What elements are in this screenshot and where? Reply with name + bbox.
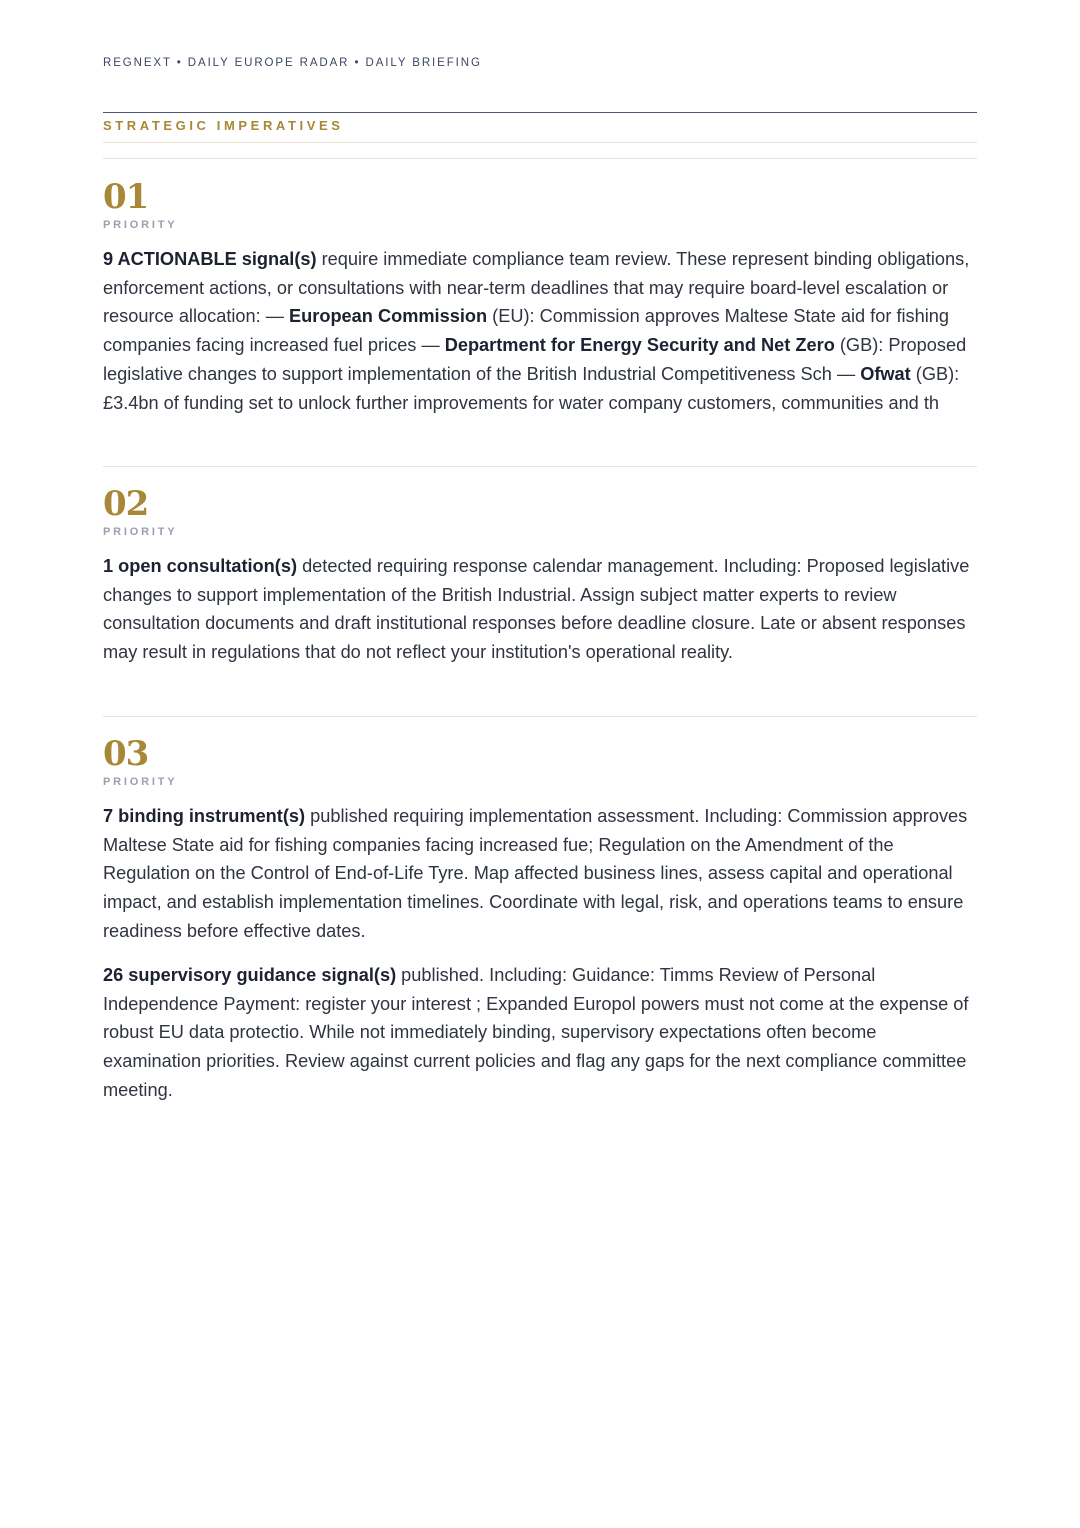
paragraph-text: published requiring implementation assessment. Including: Commission approves Maltese State aid for fishing companies facing increased fue; Regulation on the Amendment of the Regulation on the Control of End-of-Life Tyre. Map affected business lines, assess capital and operational impact, and establish implementation timelines. Coordinate with legal, risk, and operations teams to ensure readiness before effective dates. <box>103 806 968 941</box>
paragraph-text: (GB): £3.4bn of funding set to unlock further improvements for water company customers, communities and th <box>103 363 960 413</box>
priority-paragraph <box>103 802 977 946</box>
source-name: Ofwat <box>860 363 911 384</box>
paragraph-text: published. Including: Guidance: Timms Review of Personal Independence Payment: register your interest ; Expanded Europol powers must not come at the expense of robust EU data protectio. While not immediately binding, supervisory expectations often become examination priorities. Review against current policies and flag any gaps for the next compliance committee meeting. <box>103 965 969 1100</box>
priority-divider <box>103 158 977 159</box>
section-label: STRATEGIC IMPERATIVES <box>103 118 344 133</box>
source-name: European Commission <box>289 306 488 327</box>
paragraph-text: detected requiring response calendar management. Including: Proposed legislative changes to support implementation of the British Industrial. Assign subject matter experts to review consultation documents and draft institutional responses before deadline closure. Late or absent responses may result in regulations that do not reflect your institution's operational reality. <box>103 556 970 663</box>
priority-number: 03 <box>103 734 149 774</box>
running-header: REGNEXT • DAILY EUROPE RADAR • DAILY BRIEFING <box>103 57 482 69</box>
priority-divider <box>103 466 977 467</box>
priority-paragraph <box>103 245 977 417</box>
priority-tag: PRIORITY <box>103 526 178 538</box>
paragraph-lead: 26 supervisory guidance signal(s) <box>103 965 397 985</box>
priority-tag: PRIORITY <box>103 219 178 231</box>
priority-tag: PRIORITY <box>103 776 178 788</box>
paragraph-lead: 7 binding instrument(s) <box>103 806 306 826</box>
paragraph-lead: 9 ACTIONABLE signal(s) <box>103 249 317 269</box>
priority-paragraph <box>103 961 977 1105</box>
priority-paragraph <box>103 552 977 667</box>
section-top-rule <box>103 112 977 113</box>
paragraph-text: require immediate compliance team review. These represent binding obligations, enforcement actions, or consultations with near-term deadlines that may require board-level escalation or resource allocation: — <box>103 249 970 327</box>
paragraph-text: (EU): Commission approves Maltese State aid for fishing companies facing increased fuel prices — <box>103 306 950 356</box>
priority-number: 02 <box>103 484 149 524</box>
paragraph-text: (GB): Proposed legislative changes to support implementation of the British Industrial Competitiveness Sch — <box>103 335 967 384</box>
source-name: Department for Energy Security and Net Zero <box>444 335 835 356</box>
section-bottom-rule <box>103 142 977 143</box>
priority-divider <box>103 716 977 717</box>
paragraph-lead: 1 open consultation(s) <box>103 556 298 576</box>
priority-number: 01 <box>103 177 149 217</box>
